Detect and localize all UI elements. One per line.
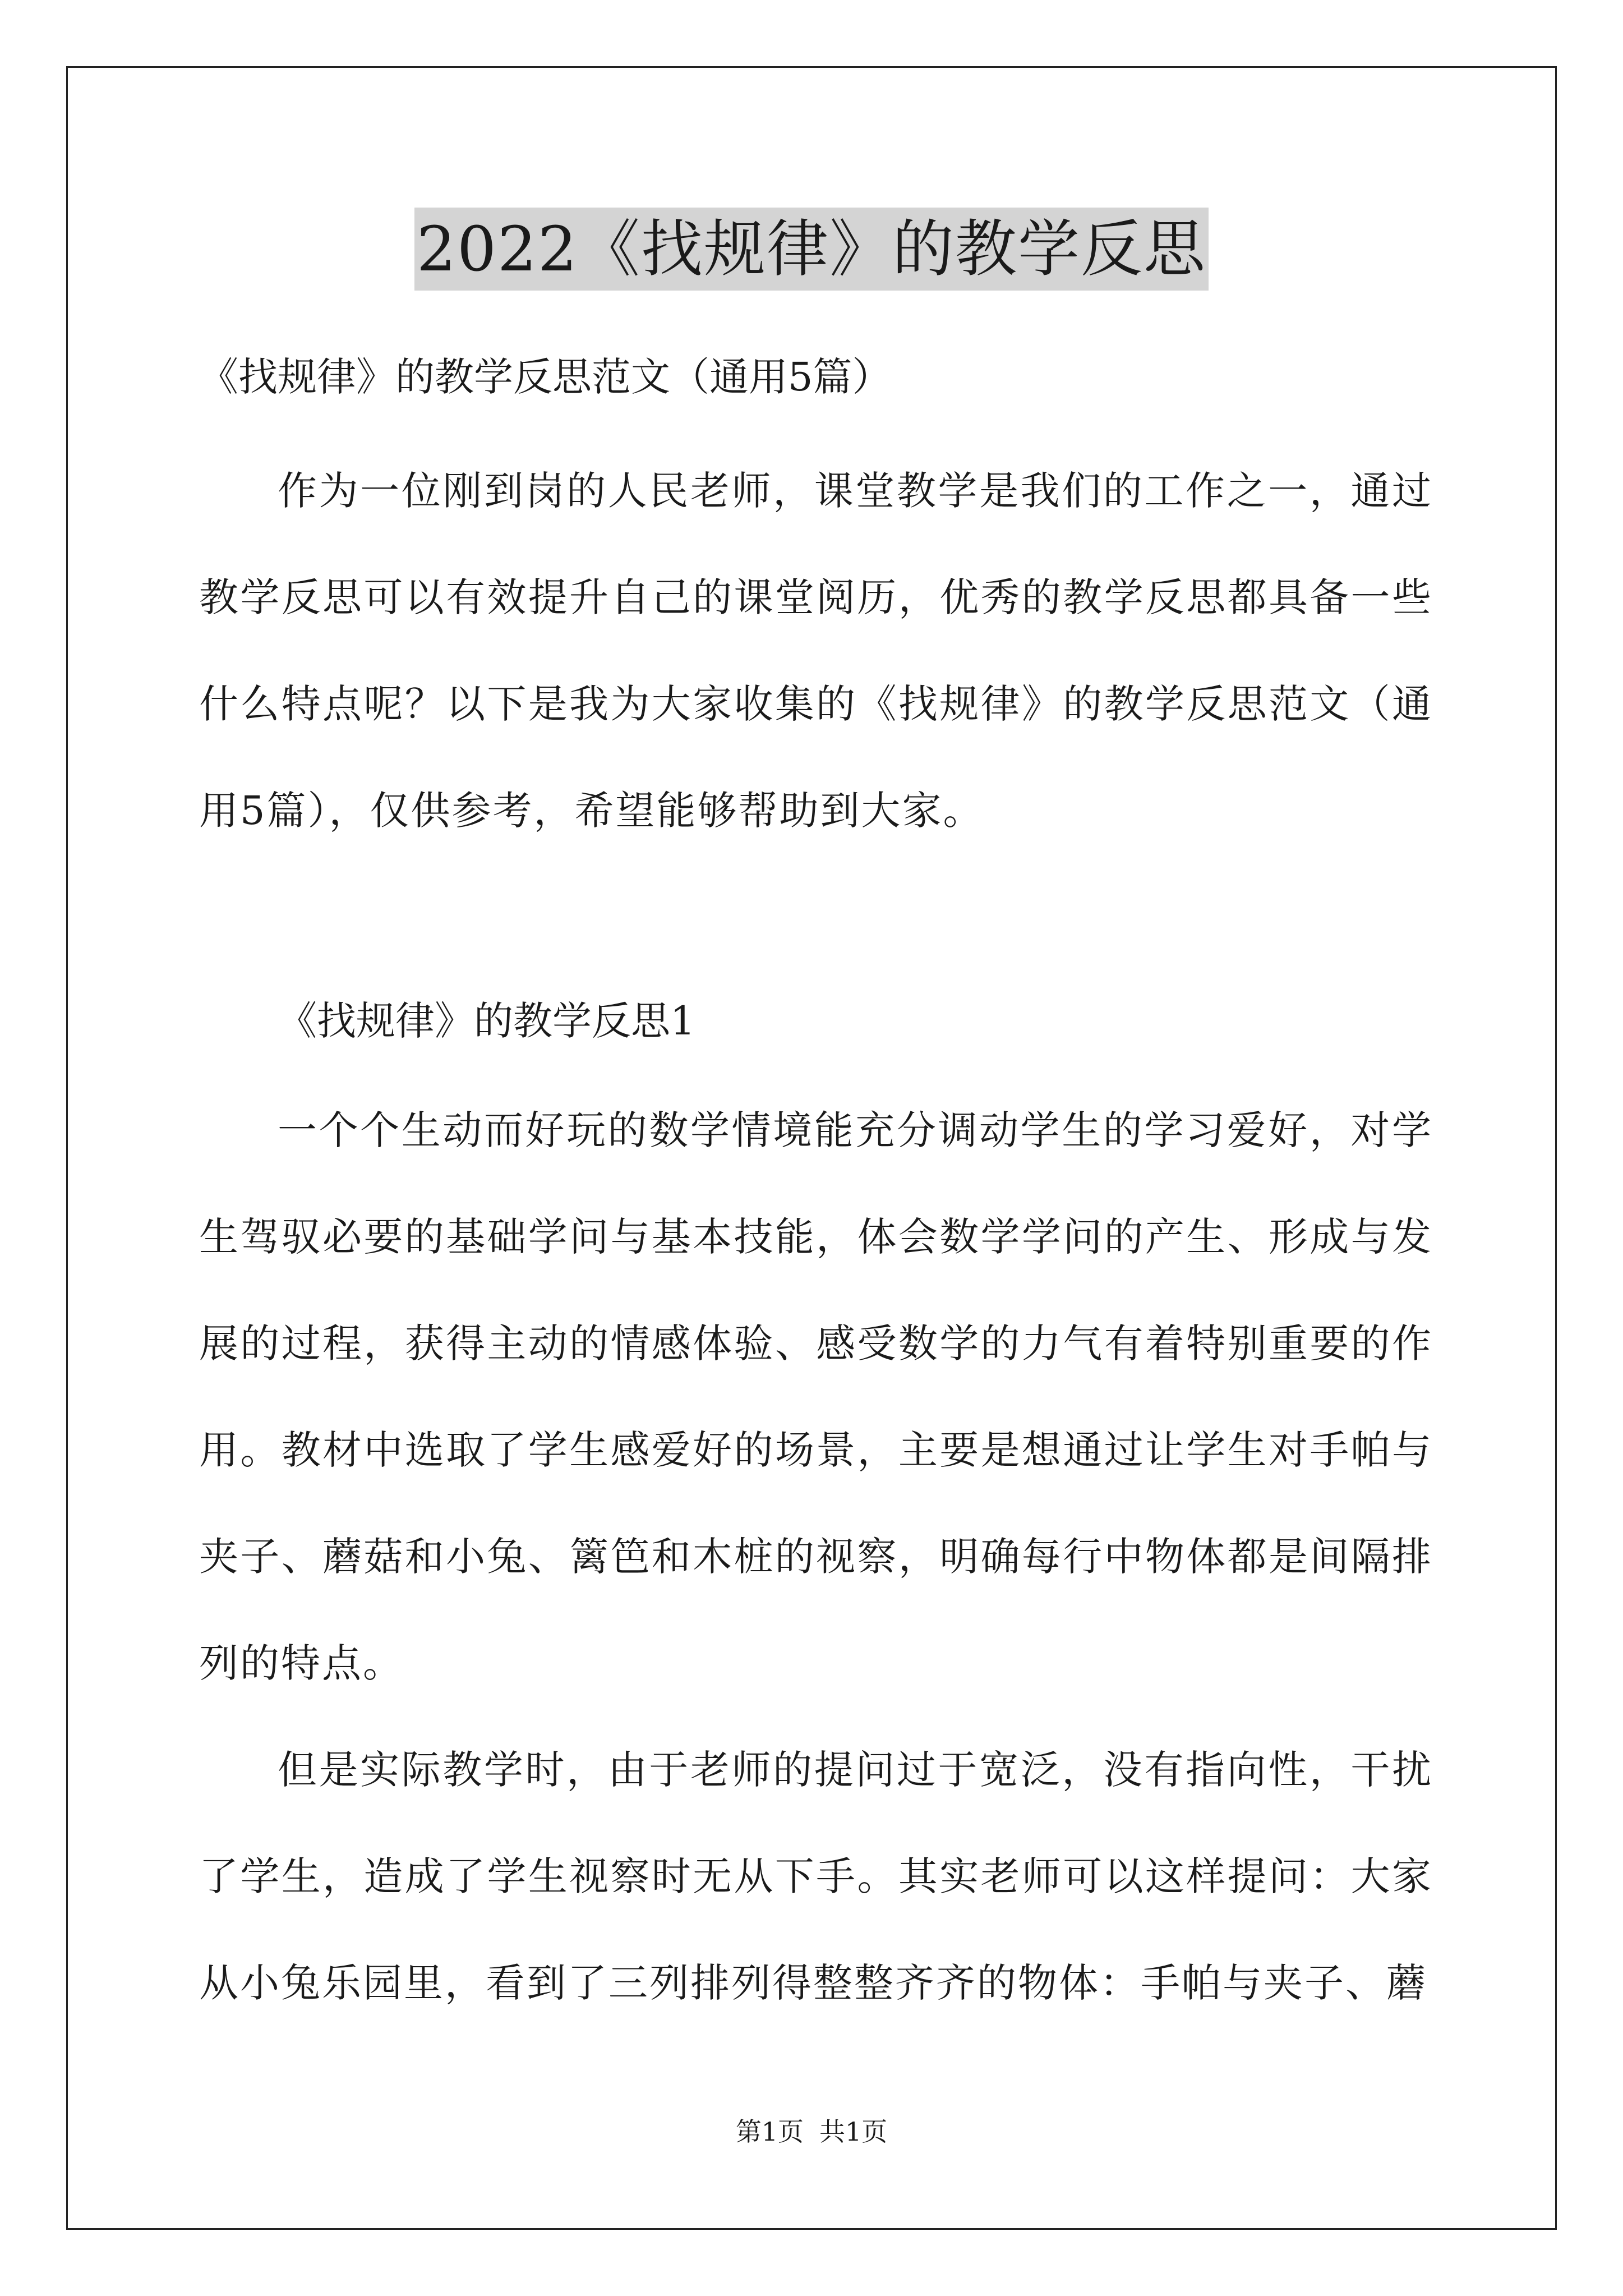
section-heading: 《找规律》的教学反思1 [278,998,695,1044]
document-subtitle: 《找规律》的教学反思范文（通用5篇） [199,354,892,400]
title-container [0,208,1623,291]
intro-paragraph: 作为一位刚到岗的人民老师，课堂教学是我们的工作之一，通过教学反思可以有效提升自己的课堂阅历，优秀的教学反思都具备一些什么特点呢？以下是我为大家收集的《找规律》的教学反思范文（通用5篇），仅供参考，希望能够帮助到大家。 [199,468,1433,834]
page-number-total: 共1页 [819,2116,888,2147]
page-number-current: 第1页 [735,2116,804,2147]
intro-paragraph-block [199,438,1433,864]
section1-body [199,1077,1433,2036]
page-footer [0,2115,1623,2148]
section1-paragraph-1: 一个个生动而好玩的数学情境能充分调动学生的学习爱好，对学生驾驭必要的基础学问与基本技能，体会数学学问的产生、形成与发展的过程，获得主动的情感体验、感受数学的力气有着特别重要的作用。教材中选取了学生感爱好的场景，主要是想通过让学生对手帕与夹子、蘑菇和小兔、篱笆和木桩的视察，明确每行中物体都是间隔排列的特点。 [199,1107,1433,1686]
document-title: 2022《找规律》的教学反思 [414,208,1209,291]
section1-paragraph-2: 但是实际教学时，由于老师的提问过于宽泛，没有指向性，干扰了学生，造成了学生视察时无从下手。其实老师可以这样提问：大家从小兔乐园里，看到了三列排列得整整齐齐的物体：手帕与夹子、蘑 [199,1747,1433,2006]
